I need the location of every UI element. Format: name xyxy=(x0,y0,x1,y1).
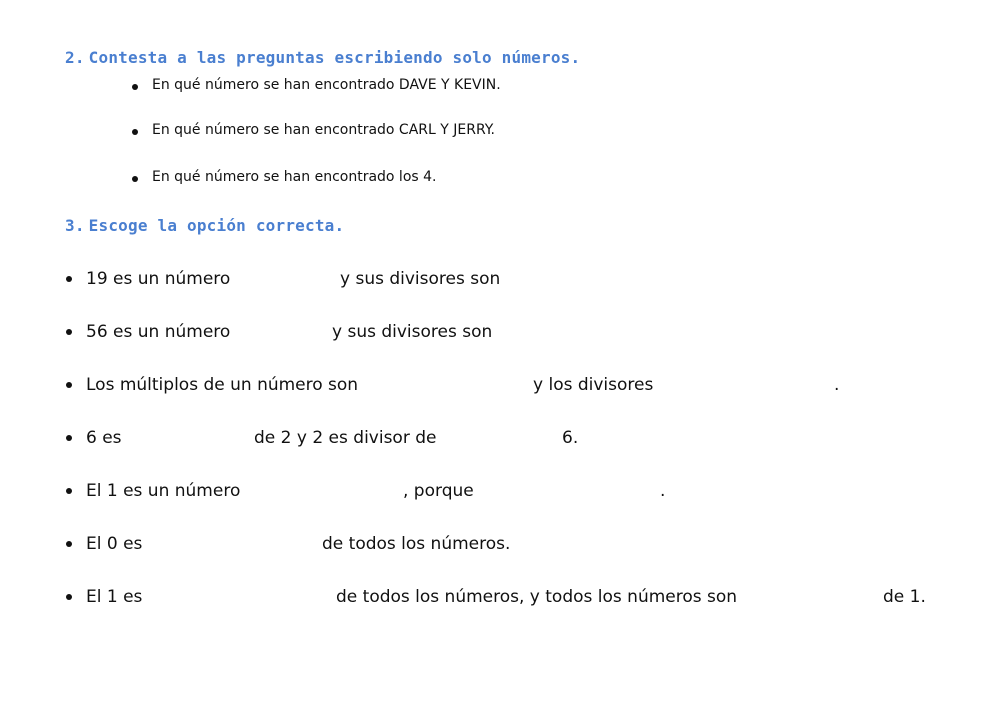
bullet-icon xyxy=(66,329,72,335)
bullet-icon xyxy=(132,84,138,90)
exercise-line xyxy=(0,582,1000,612)
line-text: de todos los números. xyxy=(322,534,511,554)
line-text: 6 es xyxy=(86,428,122,448)
section-2-title: Contesta a las preguntas escribiendo solo números. xyxy=(88,48,581,67)
section-2-number: 2. xyxy=(65,48,85,67)
section-3-number: 3. xyxy=(65,216,85,235)
line-text: El 0 es xyxy=(86,534,143,554)
line-text: y sus divisores son xyxy=(332,322,493,342)
line-text: . xyxy=(660,481,666,501)
exercise-line xyxy=(0,264,1000,294)
line-text: 6. xyxy=(562,428,579,448)
bullet-icon xyxy=(132,129,138,135)
question-text: En qué número se han encontrado CARL Y JERRY. xyxy=(152,122,495,138)
line-text: , porque xyxy=(403,481,474,501)
line-text: 19 es un número xyxy=(86,269,231,289)
section-2-heading xyxy=(65,48,580,67)
line-text: de 2 y 2 es divisor de xyxy=(254,428,437,448)
exercise-line xyxy=(0,317,1000,347)
line-text: de todos los números, y todos los números son xyxy=(336,587,738,607)
exercise-line xyxy=(0,423,1000,453)
exercise-line xyxy=(0,370,1000,400)
question-text: En qué número se han encontrado DAVE Y KEVIN. xyxy=(152,77,501,93)
bullet-icon xyxy=(66,435,72,441)
exercise-line xyxy=(0,529,1000,559)
bullet-icon xyxy=(66,382,72,388)
exercise-line xyxy=(0,476,1000,506)
bullet-icon xyxy=(66,488,72,494)
line-text: El 1 es un número xyxy=(86,481,241,501)
line-text: de 1. xyxy=(883,587,926,607)
section-3-heading xyxy=(65,216,344,235)
line-text: . xyxy=(834,375,840,395)
line-text: 56 es un número xyxy=(86,322,231,342)
bullet-icon xyxy=(132,176,138,182)
line-text: y sus divisores son xyxy=(340,269,501,289)
line-text: El 1 es xyxy=(86,587,143,607)
question-text: En qué número se han encontrado los 4. xyxy=(152,169,437,185)
line-text: y los divisores xyxy=(533,375,654,395)
bullet-icon xyxy=(66,594,72,600)
line-text: Los múltiplos de un número son xyxy=(86,375,359,395)
section-3-title: Escoge la opción correcta. xyxy=(88,216,345,235)
bullet-icon xyxy=(66,541,72,547)
bullet-icon xyxy=(66,276,72,282)
